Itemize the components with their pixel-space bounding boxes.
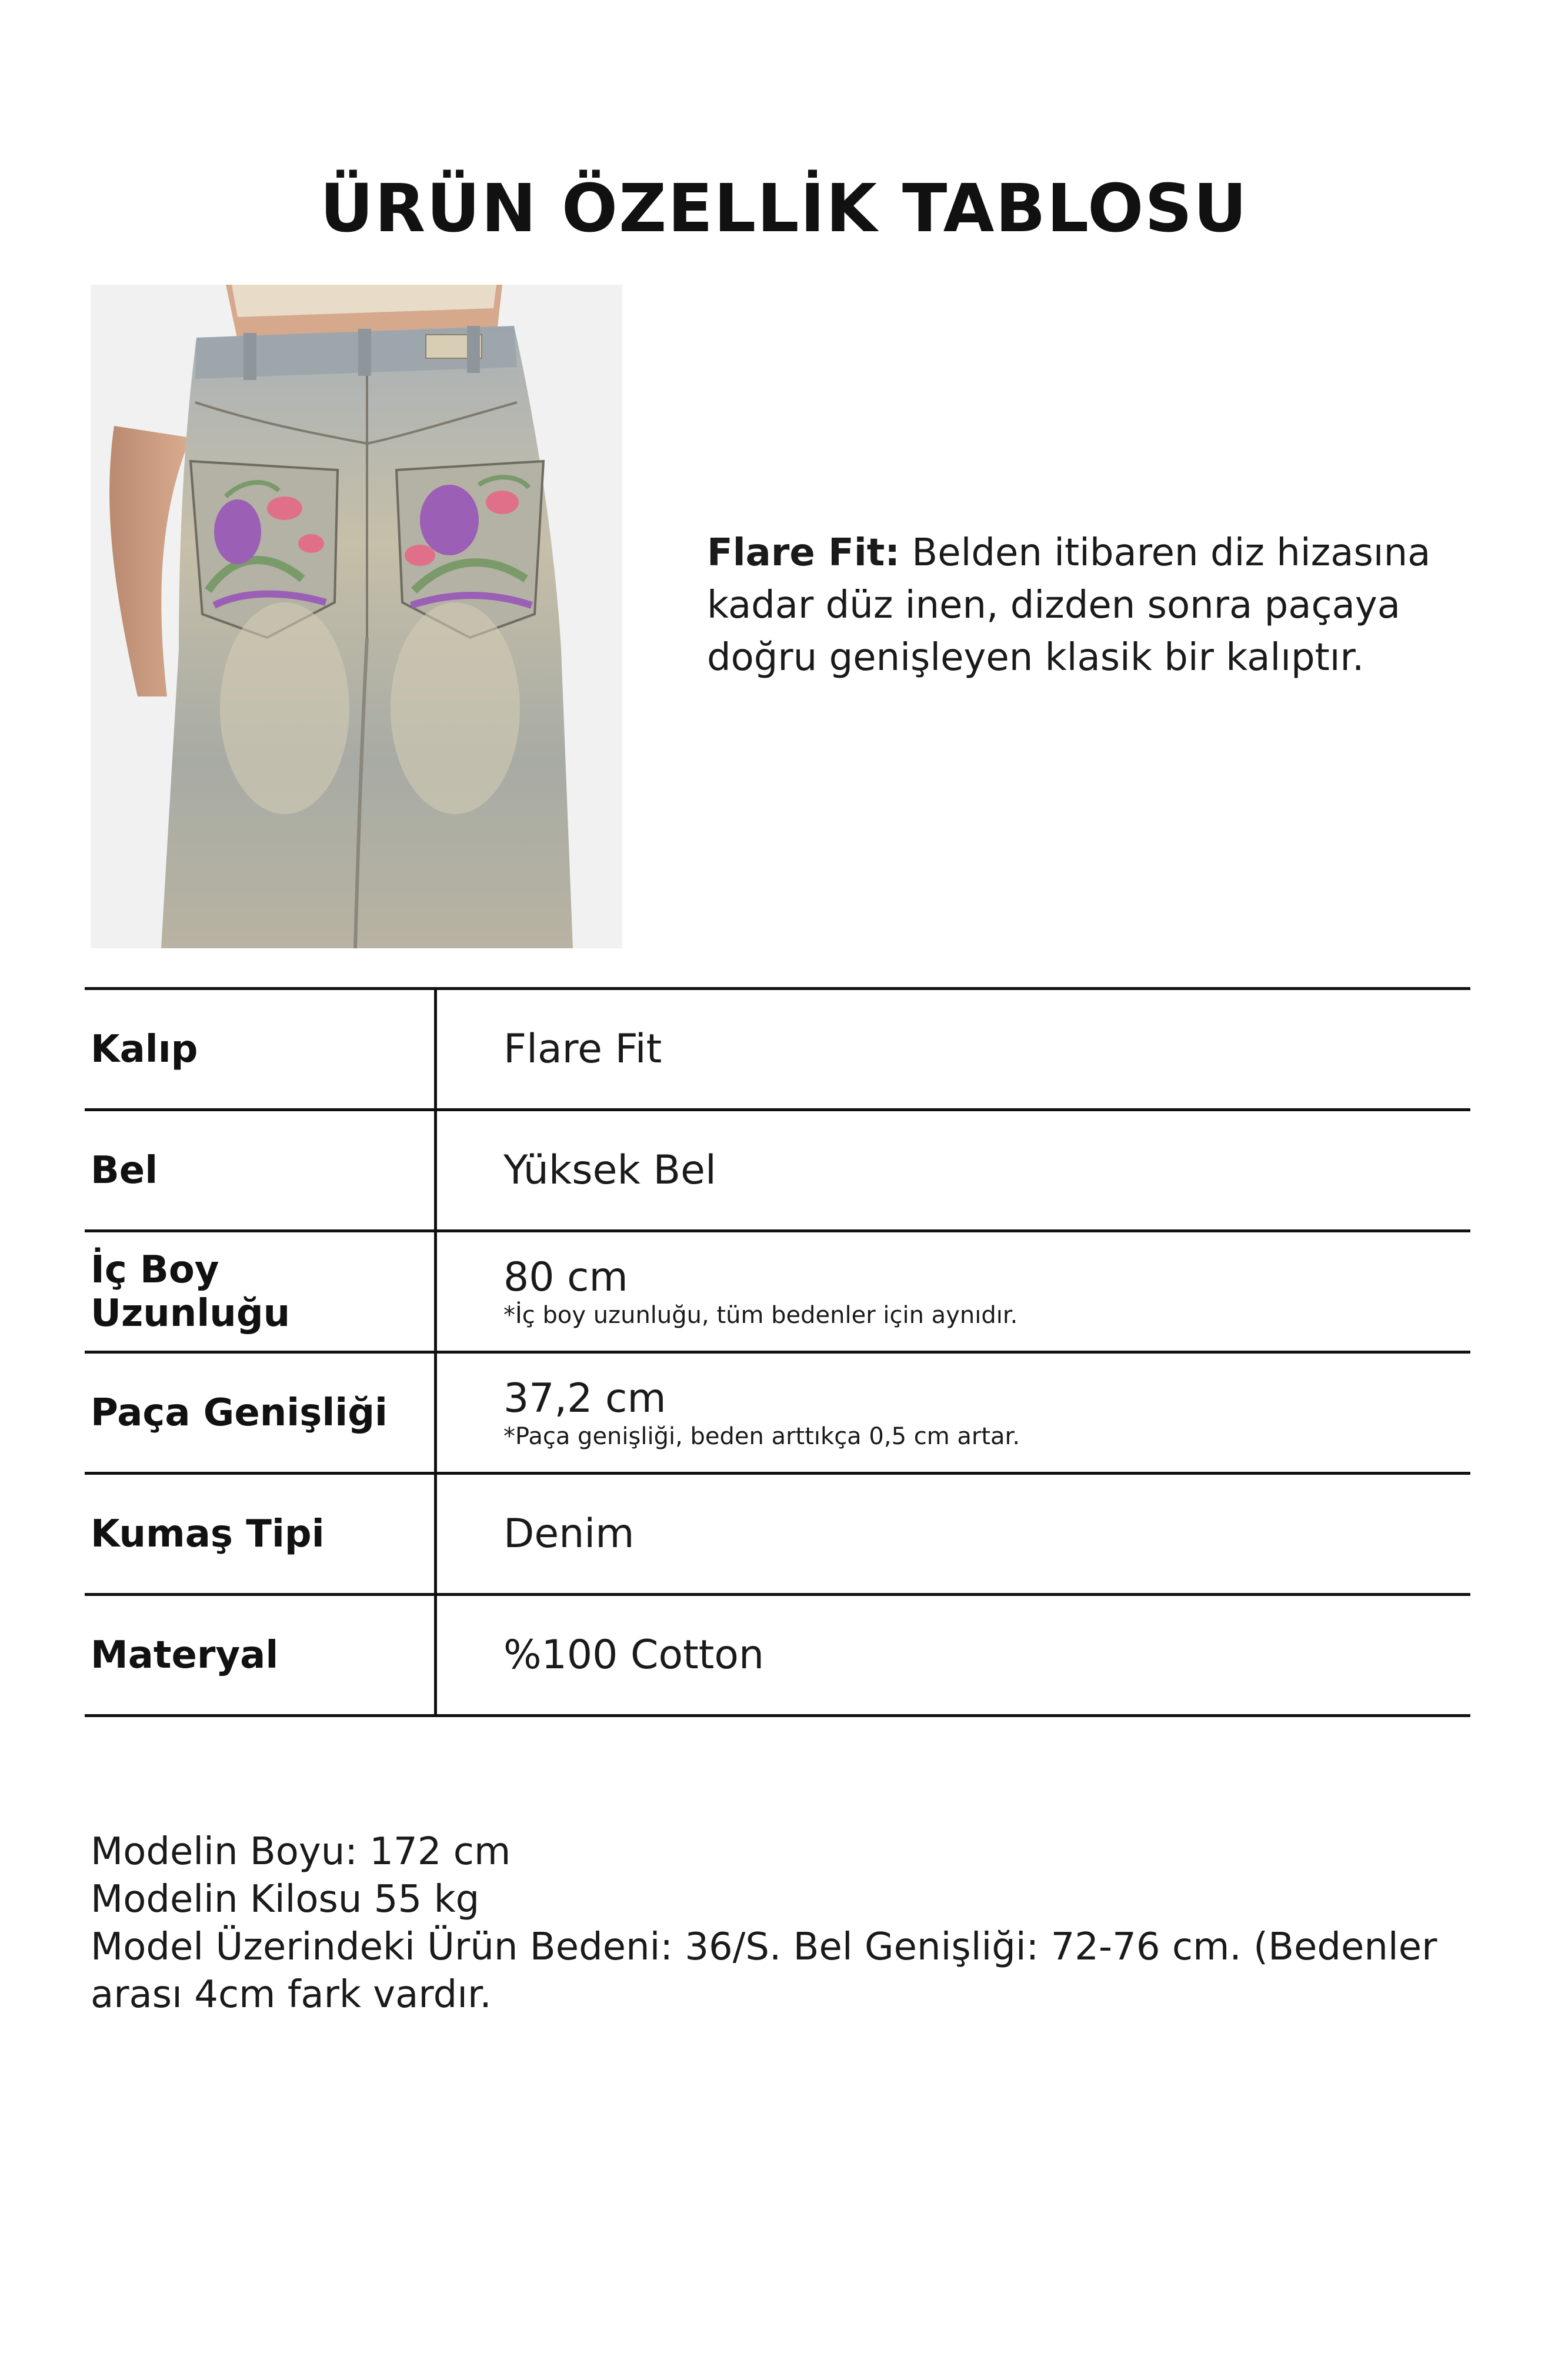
- spec-value: %100 Cotton: [503, 1632, 765, 1678]
- spec-note: *Paça genişliği, beden arttıkça 0,5 cm artar.: [503, 1423, 1020, 1450]
- spec-label: Materyal: [91, 1633, 279, 1677]
- product-photo: [91, 285, 622, 948]
- spec-table: [85, 987, 1470, 1717]
- column-divider: [434, 1354, 437, 1472]
- column-divider: [434, 1111, 437, 1229]
- model-height: Modelin Boyu: 172 cm: [91, 1830, 511, 1874]
- spec-value-cell: [503, 1111, 1456, 1229]
- spec-value-cell: [503, 1232, 1456, 1351]
- spec-value-cell: [503, 1596, 1456, 1714]
- spec-row-bel: [85, 1111, 1470, 1232]
- spec-row-ic-boy: [85, 1232, 1470, 1354]
- spec-note: *İç boy uzunluğu, tüm bedenler için aynıdır.: [503, 1302, 1018, 1329]
- column-divider: [434, 1596, 437, 1714]
- fit-description-term: Flare Fit:: [707, 531, 900, 575]
- page-title: ÜRÜN ÖZELLİK TABLOSU: [320, 171, 1248, 247]
- fit-description: [707, 527, 1483, 684]
- spec-label: İç Boy Uzunluğu: [91, 1248, 291, 1335]
- spec-value: Denim: [503, 1511, 635, 1557]
- spec-row-kumas: [85, 1475, 1470, 1596]
- column-divider: [434, 990, 437, 1108]
- spec-value-cell: [503, 1354, 1456, 1472]
- spec-row-materyal: [85, 1596, 1470, 1717]
- spec-value: Yüksek Bel: [503, 1147, 716, 1194]
- fit-description-text: Belden itibaren diz hizasına kadar düz inen, dizden sonra paçaya doğru genişleyen klasik bir kalıptır.: [707, 531, 1431, 679]
- spec-label: Bel: [91, 1148, 158, 1192]
- model-size: Model Üzerindeki Ürün Bedeni: 36/S. Bel Genişliği: 72-76 cm. (Bedenler arası 4cm fark vardır.: [91, 1925, 1437, 2017]
- spec-row-kalip: [85, 990, 1470, 1111]
- model-weight: Modelin Kilosu 55 kg: [91, 1878, 480, 1921]
- column-divider: [434, 1232, 437, 1351]
- spec-value: 37,2 cm: [503, 1375, 666, 1422]
- spec-label: Kumaş Tipi: [91, 1512, 325, 1556]
- jeans-back-illustration: [91, 285, 622, 948]
- model-info: [91, 1828, 1490, 2019]
- spec-value: 80 cm: [503, 1254, 628, 1301]
- spec-value-cell: [503, 1475, 1456, 1593]
- spec-value-cell: [503, 990, 1456, 1108]
- spec-label: Paça Genişliği: [91, 1391, 388, 1435]
- column-divider: [434, 1475, 437, 1593]
- spec-value: Flare Fit: [503, 1026, 662, 1072]
- spec-row-paca: [85, 1354, 1470, 1475]
- spec-label: Kalıp: [91, 1027, 198, 1071]
